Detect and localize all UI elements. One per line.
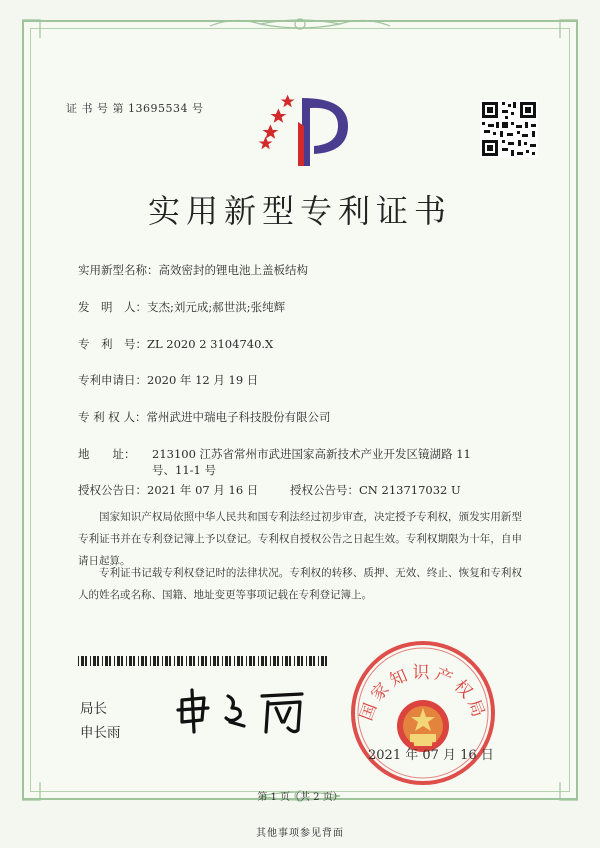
page-number: 第 1 页（共 2 页） xyxy=(257,792,343,803)
patent-value: ZL 2020 2 3104740.X xyxy=(147,337,274,351)
director-name: 申长雨 xyxy=(80,725,121,741)
pubdate-value: 2021 年 07 月 16 日 xyxy=(147,483,259,497)
date-value: 2020 年 12 月 19 日 xyxy=(147,373,259,387)
pubno-value: CN 213717032 U xyxy=(359,483,461,497)
director-signature xyxy=(170,686,320,736)
date-label: 专利申请日： xyxy=(78,373,147,387)
grant-number-row xyxy=(290,482,461,498)
address-label: 地 址： xyxy=(78,447,136,461)
grant-date-row xyxy=(78,482,258,498)
address-value: 213100 江苏省常州市武进国家高新技术产业开发区镜湖路 11 号、11-1 号 xyxy=(152,447,471,477)
seal-text: 国家知识产权局 xyxy=(356,663,490,724)
certificate-title: 实用新型专利证书 xyxy=(147,192,452,230)
qr-code xyxy=(480,100,538,158)
utility-model-name-row xyxy=(78,262,308,278)
patent-office-logo xyxy=(258,92,354,170)
inventor-label: 发 明 人： xyxy=(78,300,147,314)
director-block xyxy=(80,697,121,745)
paragraph-grant-statement: 国家知识产权局依照中华人民共和国专利法经过初步审查，决定授予专利权，颁发实用新型专利证书并在专利登记簿上予以登记。专利权自授权公告之日起生效。专利权期限为十年，自申请日起算。 xyxy=(78,511,522,567)
patent-number-row xyxy=(78,336,273,352)
pubno-label: 授权公告号： xyxy=(290,483,359,497)
name-value: 高效密封的锂电池上盖板结构 xyxy=(158,263,308,277)
name-label: 实用新型名称： xyxy=(78,263,159,277)
paragraph-legal-status: 专利证书记载专利权登记时的法律状况。专利权的转移、质押、无效、终止、恢复和专利权人的姓名或名称、国籍、地址变更等事项记载在专利登记簿上。 xyxy=(78,567,522,601)
barcode xyxy=(78,656,332,666)
application-date-row xyxy=(78,372,258,388)
official-seal xyxy=(348,638,498,788)
inventor-value: 支杰;刘元成;郝世洪;张纯辉 xyxy=(147,300,286,314)
owner-label: 专 利 权 人： xyxy=(78,410,147,424)
pubdate-label: 授权公告日： xyxy=(78,483,147,497)
patentee-row xyxy=(78,409,330,425)
owner-value: 常州武进中瑞电子科技股份有限公司 xyxy=(146,410,331,424)
patent-label: 专 利 号： xyxy=(78,337,147,351)
seal-date: 2021 年 07 月 16 日 xyxy=(368,748,494,763)
certificate-number: 证 书 号 第 13695534 号 xyxy=(66,102,204,115)
inventor-row xyxy=(78,299,285,315)
address-row xyxy=(78,446,478,478)
footer-note: 其他事项参见背面 xyxy=(256,828,344,839)
director-title: 局长 xyxy=(80,701,107,717)
